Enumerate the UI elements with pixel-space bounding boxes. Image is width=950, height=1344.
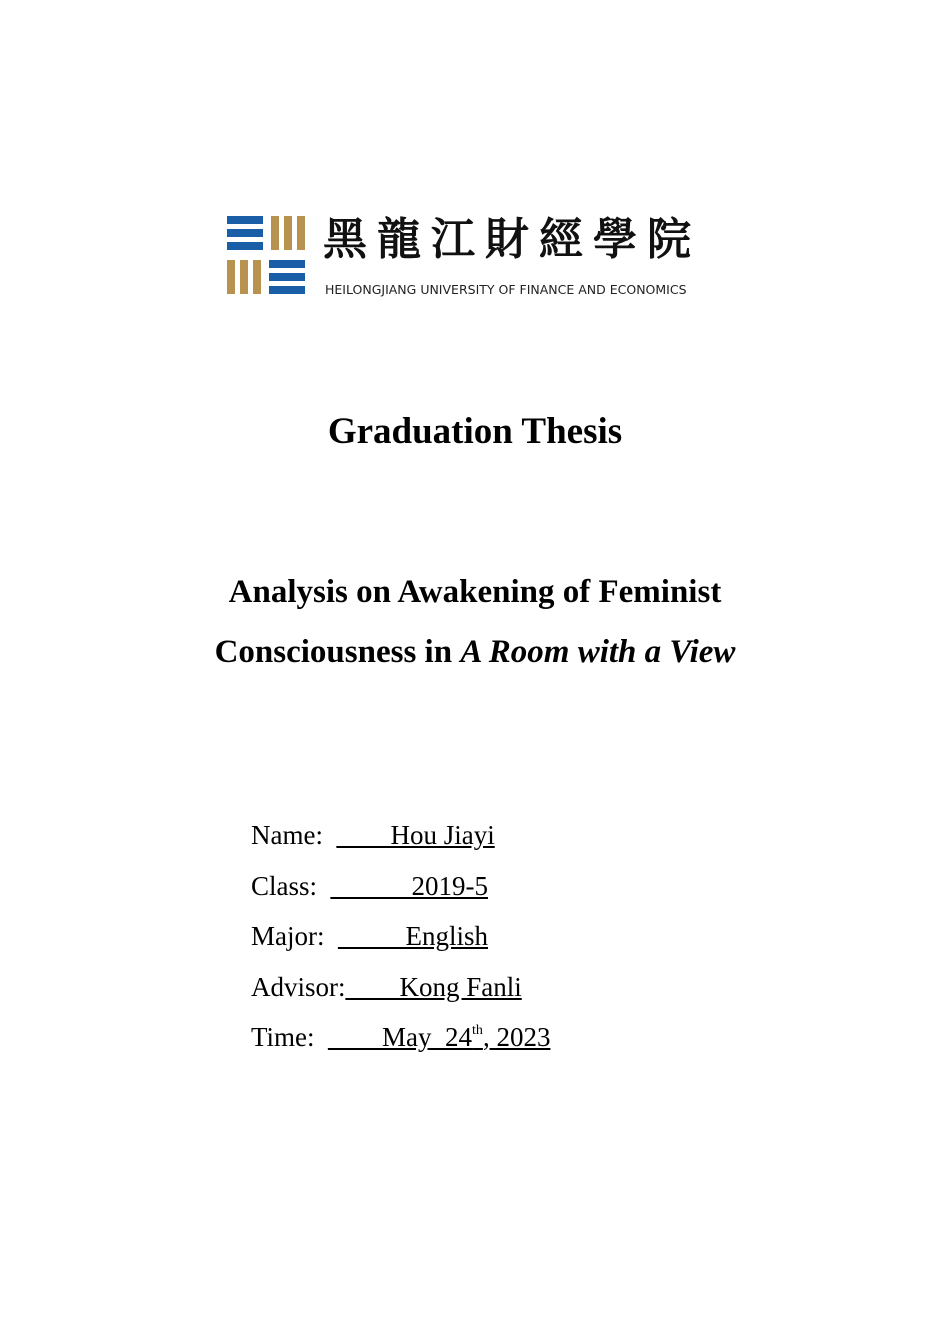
- major-label: Major:: [251, 921, 338, 951]
- thesis-title: [0, 562, 950, 682]
- emblem-bar: [269, 260, 305, 268]
- class-value: ______2019-5: [330, 870, 489, 901]
- thesis-title-line-2-prefix: Consciousness in: [214, 634, 461, 670]
- emblem-bar: [253, 260, 261, 294]
- emblem-bar: [269, 273, 305, 281]
- student-info: [251, 815, 550, 1068]
- university-emblem-icon: [227, 216, 307, 296]
- thesis-title-line-1: Analysis on Awakening of Feminist: [228, 574, 722, 610]
- time-value-year: , 2023: [482, 1022, 551, 1052]
- advisor-row: [251, 967, 550, 1018]
- emblem-bar: [284, 216, 292, 250]
- emblem-bar: [227, 242, 263, 250]
- logo-chinese-name: 黑龍江財經學院: [323, 214, 701, 265]
- major-row: [251, 916, 550, 967]
- class-row: [251, 866, 550, 917]
- emblem-bar: [240, 260, 248, 294]
- name-value: ____Hou Jiayi: [336, 820, 495, 850]
- thesis-title-book-name: A Room with a View: [460, 634, 736, 670]
- university-logo: [227, 210, 772, 300]
- class-label: Class:: [251, 870, 331, 901]
- advisor-label: Advisor:: [251, 971, 346, 1002]
- emblem-bar: [227, 260, 235, 294]
- major-value: _____English: [338, 921, 489, 951]
- document-type-heading: Graduation Thesis: [327, 411, 623, 452]
- name-row: [251, 815, 550, 866]
- name-label: Name:: [251, 820, 337, 850]
- emblem-bar: [269, 286, 305, 294]
- emblem-bar: [227, 229, 263, 237]
- time-value: [328, 1022, 550, 1052]
- time-row: [251, 1017, 550, 1068]
- emblem-bar: [271, 216, 279, 250]
- advisor-value: ____Kong Fanli: [345, 971, 522, 1002]
- thesis-title-line-2: [0, 622, 950, 682]
- time-value-date: ____May 24: [328, 1022, 473, 1052]
- time-value-ordinal: th: [472, 1023, 483, 1038]
- logo-english-name: HEILONGJIANG UNIVERSITY OF FINANCE AND ECONOMICS: [325, 282, 687, 297]
- emblem-bar: [227, 216, 263, 224]
- emblem-bar: [297, 216, 305, 250]
- time-label: Time:: [251, 1022, 329, 1052]
